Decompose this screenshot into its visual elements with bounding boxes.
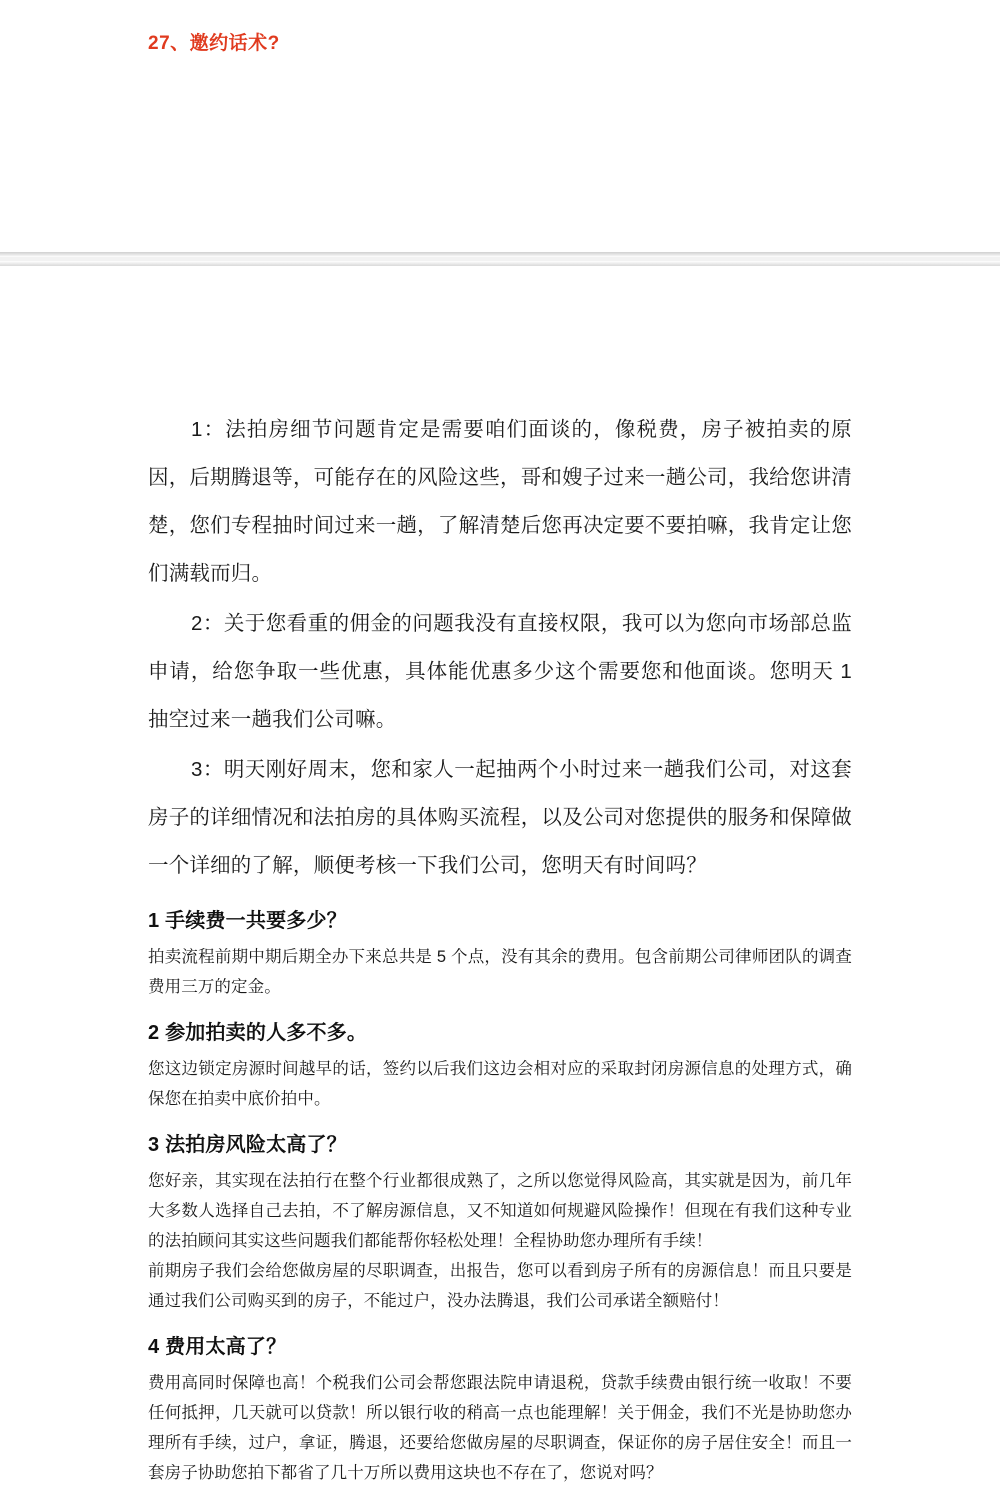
previous-page-fragment (0, 0, 1000, 252)
numbered-paragraph-3: 3：明天刚好周末，您和家人一起抽两个小时过来一趟我们公司，对这套房子的详细情况和法拍房的具体购买流程，以及公司对您提供的服务和保障做一个详细的了解，顺便考核一下我们公司，您明天有时间吗？ (148, 758, 852, 877)
qa-answer-3-line-1: 您好亲，其实现在法拍行在整个行业都很成熟了，之所以您觉得风险高，其实就是因为，前几年大多数人选择自己去拍，不了解房源信息，又不知道如何规避风险操作！但现在有我们这种专业的法拍顾问其实这些问题我们都能帮你轻松处理！全程协助您办理所有手续！ (148, 1172, 852, 1250)
qa-question-4: 4 费用太高了？ (148, 1336, 287, 1358)
section-heading-invitation-script: 27、邀约话术? (148, 33, 280, 54)
qa-answer-4-line-1: 费用高同时保障也高！个税我们公司会帮您跟法院申请退税，贷款手续费由银行统一收取！不要任何抵押，几天就可以贷款！所以银行收的稍高一点也能理解！关于佣金，我们不光是协助您办理所有手续，过户，拿证，腾退，还要给您做房屋的尽职调查，保证你的房子居住安全！而且一套房子协助您拍下都省了几十万所以费用这块也不存在了，您说对吗？ (148, 1374, 852, 1482)
qa-answer-3-line-2: 前期房子我们会给您做房屋的尽职调查，出报告，您可以看到房子所有的房源信息！而且只要是通过我们公司购买到的房子，不能过户，没办法腾退，我们公司承诺全额赔付！ (148, 1262, 852, 1310)
qa-question-1: 1 手续费一共要多少？ (148, 910, 347, 932)
top-spacer (148, 266, 852, 406)
qa-question-3: 3 法拍房风险太高了？ (148, 1134, 347, 1156)
qa-answer-2-line-1: 您这边锁定房源时间越早的话，签约以后我们这边会相对应的采取封闭房源信息的处理方式，确保您在拍卖中底价拍中。 (148, 1060, 852, 1108)
qa-item-3 (148, 1128, 852, 1316)
document-body (0, 266, 1000, 1482)
page-break-divider (0, 252, 1000, 266)
qa-item-2 (148, 1016, 852, 1114)
qa-answer-1-line-1: 拍卖流程前期中期后期全办下来总共是 5 个点，没有其余的费用。包含前期公司律师团队的调查费用三万的定金。 (148, 948, 852, 996)
numbered-paragraph-1: 1：法拍房细节问题肯定是需要咱们面谈的，像税费，房子被拍卖的原因，后期腾退等，可能存在的风险这些，哥和嫂子过来一趟公司，我给您讲清楚，您们专程抽时间过来一趟，了解清楚后您再决定要不要拍嘛，我肯定让您们满载而归。 (148, 418, 852, 585)
qa-item-1 (148, 904, 852, 1002)
qa-item-4 (148, 1330, 852, 1488)
numbered-paragraph-2: 2：关于您看重的佣金的问题我没有直接权限，我可以为您向市场部总监申请，给您争取一些优惠，具体能优惠多少这个需要您和他面谈。您明天 1 抽空过来一趟我们公司嘛。 (148, 612, 852, 731)
qa-question-2: 2 参加拍卖的人多不多。 (148, 1022, 368, 1044)
